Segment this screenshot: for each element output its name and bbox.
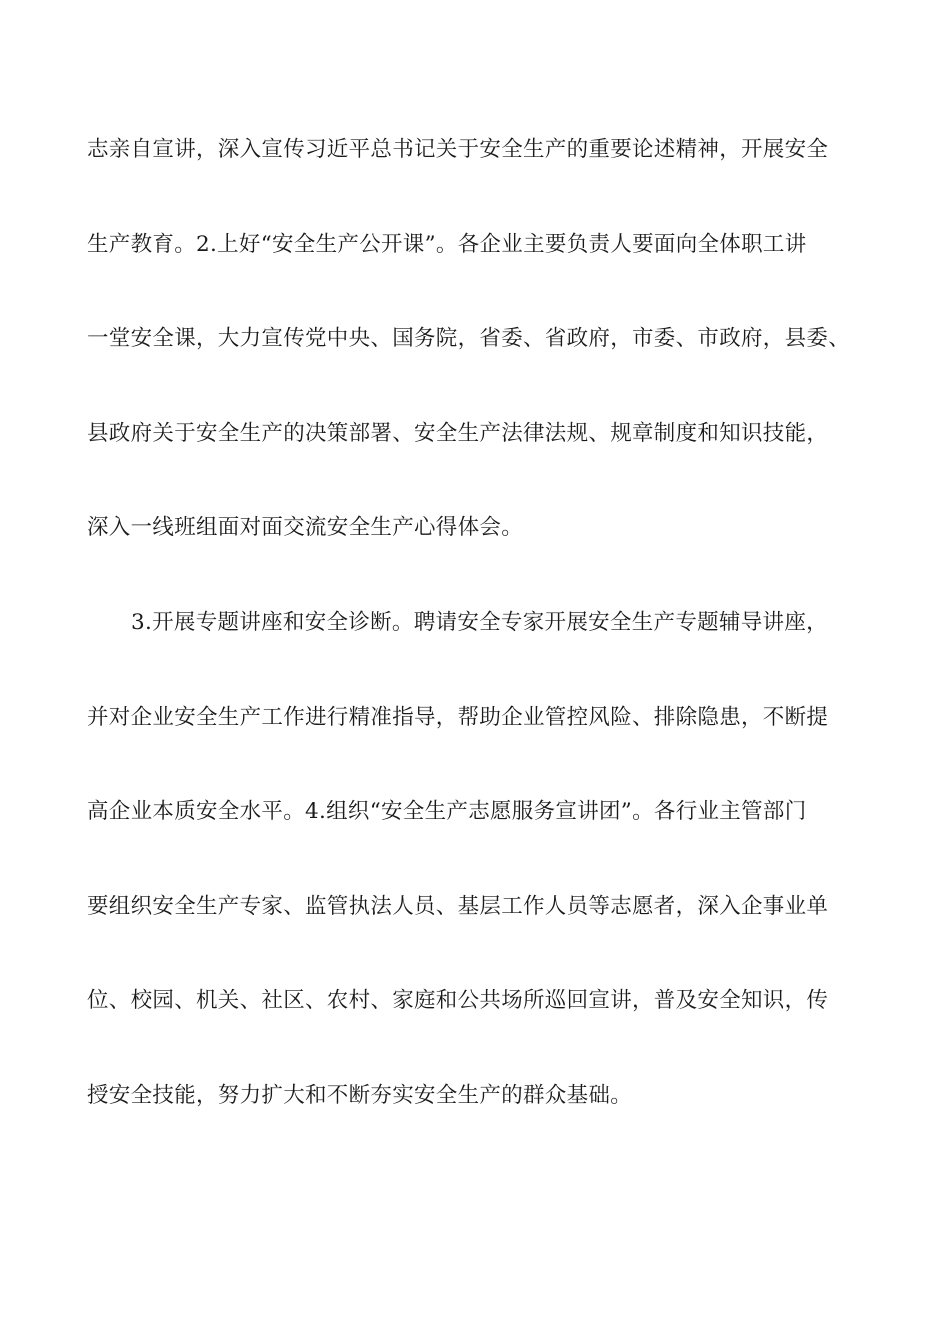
text-line: 深入一线班组面对面交流安全生产心得体会。 (87, 515, 524, 541)
text-line: 志亲自宣讲，深入宣传习近平总书记关于安全生产的重要论述精神，开展安全 (87, 137, 829, 162)
text-line: 并对企业安全生产工作进行精准指导，帮助企业管控风险、排除隐患，不断提 (87, 704, 829, 730)
text-line: 授安全技能，努力扩大和不断夯实安全生产的群众基础。 (87, 1082, 633, 1108)
text-line: 一堂安全课，大力宣传党中央、国务院，省委、省政府，市委、市政府，县委、 (87, 326, 851, 352)
document-body (87, 128, 867, 1169)
text-line: 要组织安全生产专家、监管执法人员、基层工作人员等志愿者，深入企事业单 (87, 893, 829, 919)
text-line: 3.开展专题讲座和安全诊断。聘请安全专家开展安全生产专题辅导讲座， (131, 609, 828, 635)
text-line: 位、校园、机关、社区、农村、家庭和公共场所巡回宣讲，普及安全知识，传 (87, 988, 829, 1014)
text-line: 生产教育。2.上好“安全生产公开课”。各企业主要负责人要面向全体职工讲 (87, 231, 807, 257)
text-line: 县政府关于安全生产的决策部署、安全生产法律法规、规章制度和知识技能， (87, 420, 829, 446)
text-line: 高企业本质安全水平。4.组织“安全生产志愿服务宣讲团”。各行业主管部门 (87, 799, 807, 825)
